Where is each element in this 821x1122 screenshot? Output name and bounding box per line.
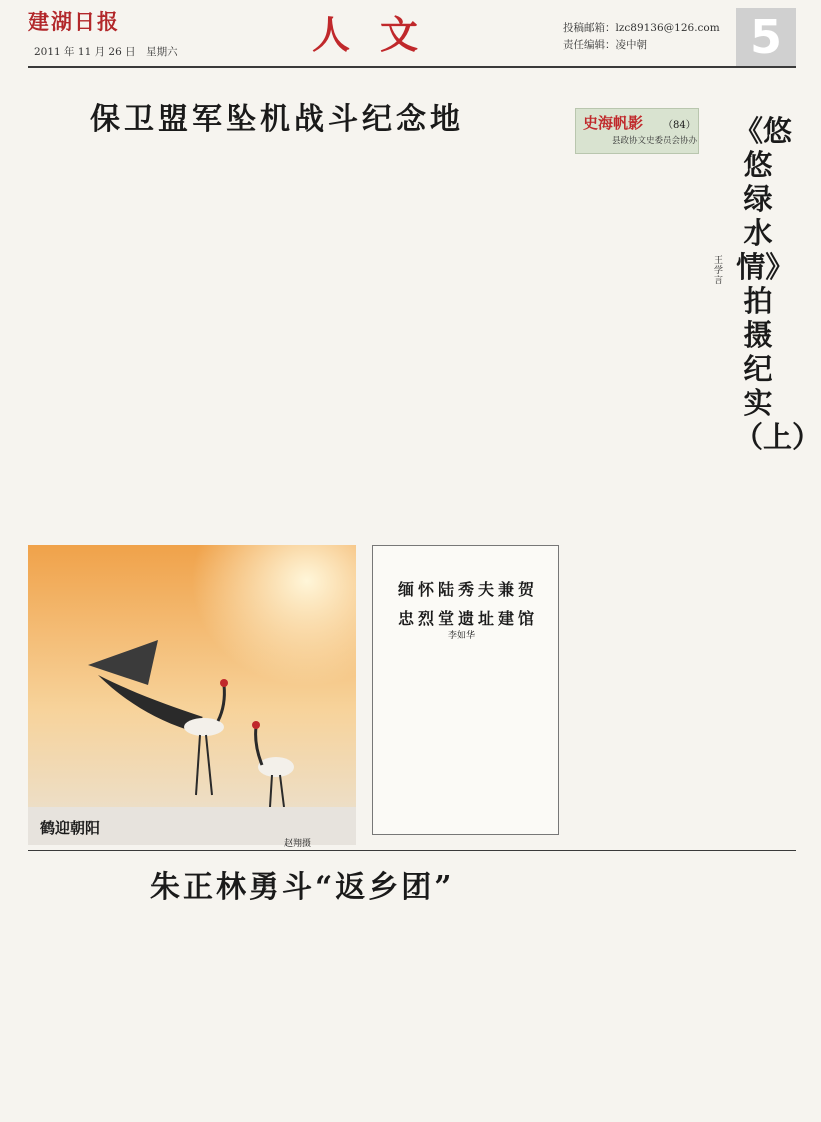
submission-email: 投稿邮箱：lzc89136@126.com <box>563 22 720 34</box>
issue-date: 2011 年 11 月 26 日 星期六 <box>34 46 178 58</box>
section-title: 人文 <box>312 12 449 57</box>
poem-title-line2: 忠烈堂遗址建馆 <box>397 609 538 628</box>
poem-author: 李如华 <box>448 631 476 641</box>
poem-title-line1: 缅怀陆秀夫兼贺 <box>397 580 538 599</box>
paper-logo: 建湖日报 <box>28 9 120 34</box>
photo-caption: 鹤迎朝阳 <box>40 819 101 837</box>
column-number: （84） <box>663 120 696 131</box>
contact-info <box>563 20 720 54</box>
page-number: 5 <box>736 8 796 66</box>
crane-photo <box>28 545 356 845</box>
section-divider <box>28 850 796 851</box>
column-sponsor: 县政协文史委员会协办 <box>612 136 698 146</box>
headline-hero: 朱正林勇斗“返乡团” <box>150 870 455 905</box>
crane-illustration <box>28 545 356 845</box>
header-rule <box>28 66 796 68</box>
headline-war-memorial: 保卫盟军坠机战斗纪念地 <box>90 102 464 137</box>
feature-title: 《悠悠绿水情》拍摄纪实（上） <box>734 114 821 454</box>
feature-author: 王学言 <box>714 256 724 286</box>
responsible-editor: 责任编辑：凌中朝 <box>563 39 647 51</box>
photo-credit: 赵翔摄 <box>284 839 312 849</box>
poem-title <box>388 575 548 633</box>
column-name: 史海帆影 <box>583 114 644 132</box>
